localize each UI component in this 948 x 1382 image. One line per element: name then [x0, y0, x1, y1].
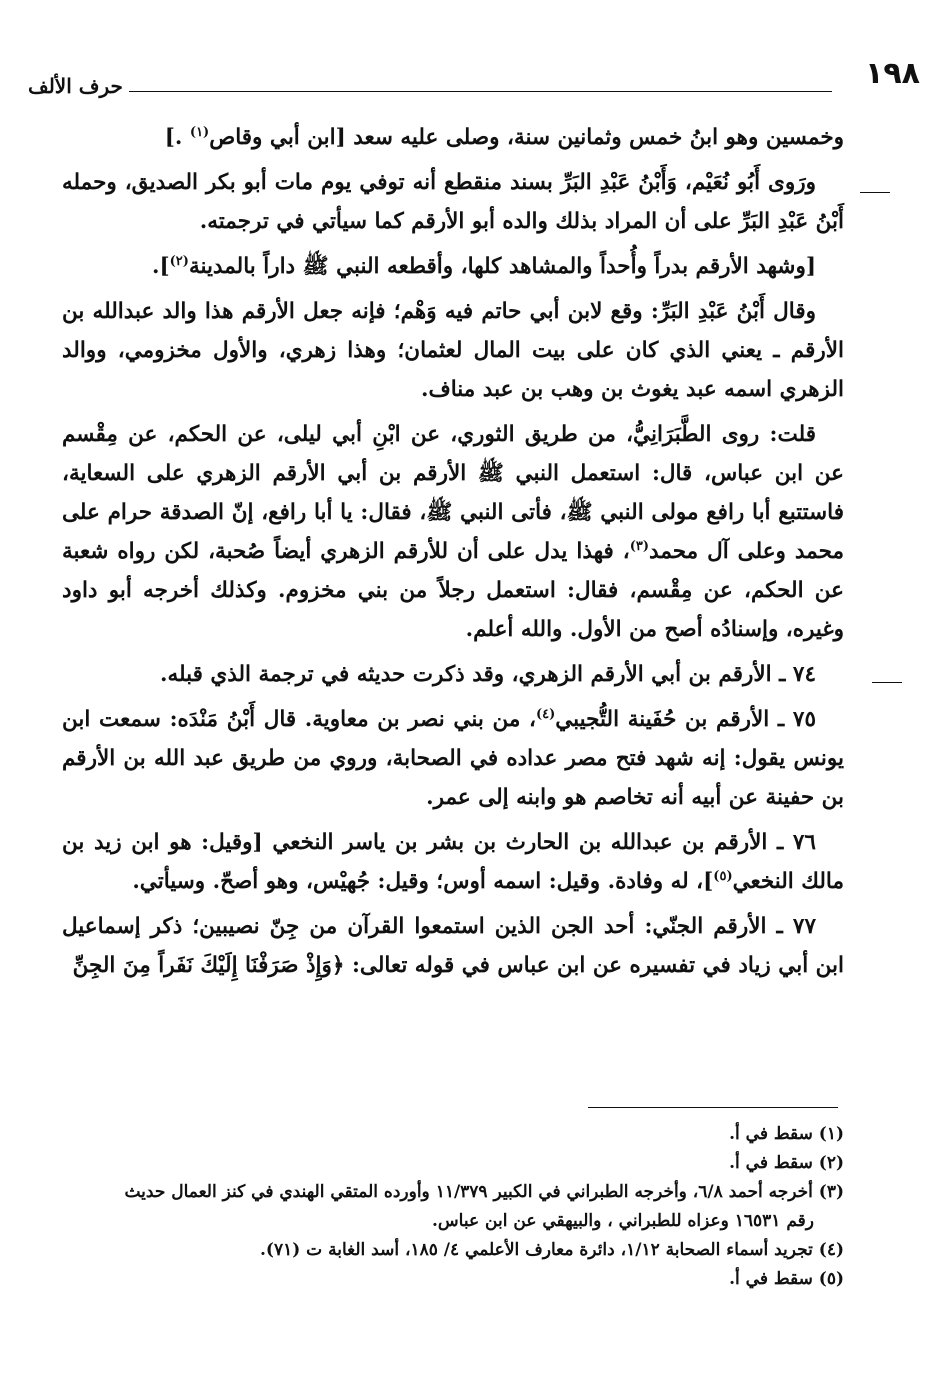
footnote-4: (٤) تجريد أسماء الصحابة ١/١٢، دائرة معارف الأعلمي ٤/ ١٨٥، أسد الغابة ت (٧١).: [259, 1240, 844, 1260]
footnote-ref: (٥): [713, 868, 733, 884]
running-title: حرف الألف: [28, 74, 123, 98]
footnotes: [62, 1120, 844, 1294]
header-rule: [129, 91, 832, 92]
entry-77: ٧٧ ـ الأرقم الجنّي: أحد الجن الذين استمعوا القرآن من جِنّ نصيبين؛ ذكر إسماعيل ابن أبي زياد في تفسيره عن ابن عباس في قوله تعالى: ﴿وَإِذْ صَرَفْنَا إِلَيْكَ نَفَراً مِنَ الجِنِّ: [62, 914, 844, 978]
running-header: [28, 60, 838, 100]
margin-mark: [872, 682, 902, 683]
footnote-rule: [588, 1107, 838, 1108]
footnote-1: (١) سقط في أ.: [729, 1124, 844, 1144]
footnote-ref: (١): [189, 124, 210, 140]
quran-quote: ﴿وَإِذْ صَرَفْنَا إِلَيْكَ نَفَراً مِنَ الجِنِّ: [72, 953, 345, 978]
page-number: ١٩٨: [865, 56, 920, 91]
entry-74: ٧٤ ـ الأرقم بن أبي الأرقم الزهري، وقد ذكرت حديثه في ترجمة الذي قبله.: [159, 662, 816, 687]
entry-75: ٧٥ ـ الأرقم بن حُفَينة التُّجيبي$^{(٤)}$، من بني نصر بن معاوية. قال أَبْنُ مَنْدَه: سمعت ابن يونس يقول: إنه شهد فتح مصر عداده في الصحابة، وروي من طريق عبد الله بن الأرقم بن حفينة عن أبيه أنه تخاصم هو وابنه إلى عمر.: [62, 706, 844, 810]
paragraph: ورَوى أَبُو نُعَيْم، وَأَبْنُ عَبْدِ البَرِّ بسند منقطع أنه توفي يوم مات أبو بكر الصديق، وحمله أَبْنُ عَبْدِ البَرِّ على أن المراد بذلك والده أبو الأرقم كما سيأتي في ترجمته.: [62, 170, 844, 234]
footnote-ref: (٢): [169, 253, 189, 269]
footnote-5: (٥) سقط في أ.: [729, 1269, 844, 1289]
footnote-2: (٢) سقط في أ.: [729, 1153, 844, 1173]
paragraph: وقال أَبْنُ عَبْدِ البَرِّ: وقع لابن أبي حاتم فيه وَهْم؛ فإنه جعل الأرقم هذا والد عبدالله بن الأرقم ـ يعني الذي كان على بيت المال لعثمان؛ وهذا زهري، والأول مخزومي، ووالد الزهري اسمه عبد يغوث بن وهب بن عبد مناف.: [62, 299, 844, 402]
footnote-3: (٣) أخرجه أحمد ٦/٨، وأخرجه الطبراني في الكبير ١١/٣٧٩ وأورده المتقي الهندي في كنز العمال حديث: [124, 1182, 844, 1202]
footnote-ref: (٣): [629, 538, 650, 554]
footnote-3-continued: رقم ١٦٥٣١ وعزاه للطبراني ، والبيهقي عن ابن عباس.: [432, 1211, 814, 1231]
footnote-ref: (٤): [535, 706, 556, 722]
main-text: [62, 118, 844, 991]
margin-mark: [860, 192, 890, 193]
paragraph: وخمسين وهو ابنُ خمس وثمانين سنة، وصلى عليه سعد [ابن أبي وقاص$^{(١)}$ .]: [164, 124, 844, 150]
paragraph: قلت: روى الطَّبَرَانِيُّ، من طريق الثوري، عن ابْنِ أبي ليلى، عن الحكم، عن مِقْسم عن ابن عباس، قال: استعمل النبي ﷺ الأرقم بن أبي الأرقم الزهري على السعاية، فاستتبع أبا رافع مولى النبي ﷺ، فأتى النبي ﷺ، فقال: يا أبا رافع، إنّ الصدقة حرام على محمد وعلى آل محمد$^{(٣)}$، فهذا يدل على أن للأرقم الزهري أيضاً صُحبة، لكن رواه شعبة عن الحكم، عن مِقْسم، فقال: استعمل رجلاً من بني مخزوم. وكذلك أخرجه أبو داود وغيره، وإسنادُه أصح من الأول. والله أعلم.: [62, 422, 844, 642]
paragraph: [وشهد الأرقم بدراً وأُحداً والمشاهد كلها، وأقطعه النبي ﷺ داراً بالمدينة$^{(٢)}$].: [151, 253, 816, 279]
entry-76: ٧٦ ـ الأرقم بن عبدالله بن الحارث بن بشر بن ياسر النخعي [وقيل: هو ابن زيد بن مالك النخعي$^{(٥)}$]، له وفادة. وقيل: اسمه أوس؛ وقيل: جُهيْس، وهو أصحّ. وسيأتي.: [62, 830, 844, 894]
